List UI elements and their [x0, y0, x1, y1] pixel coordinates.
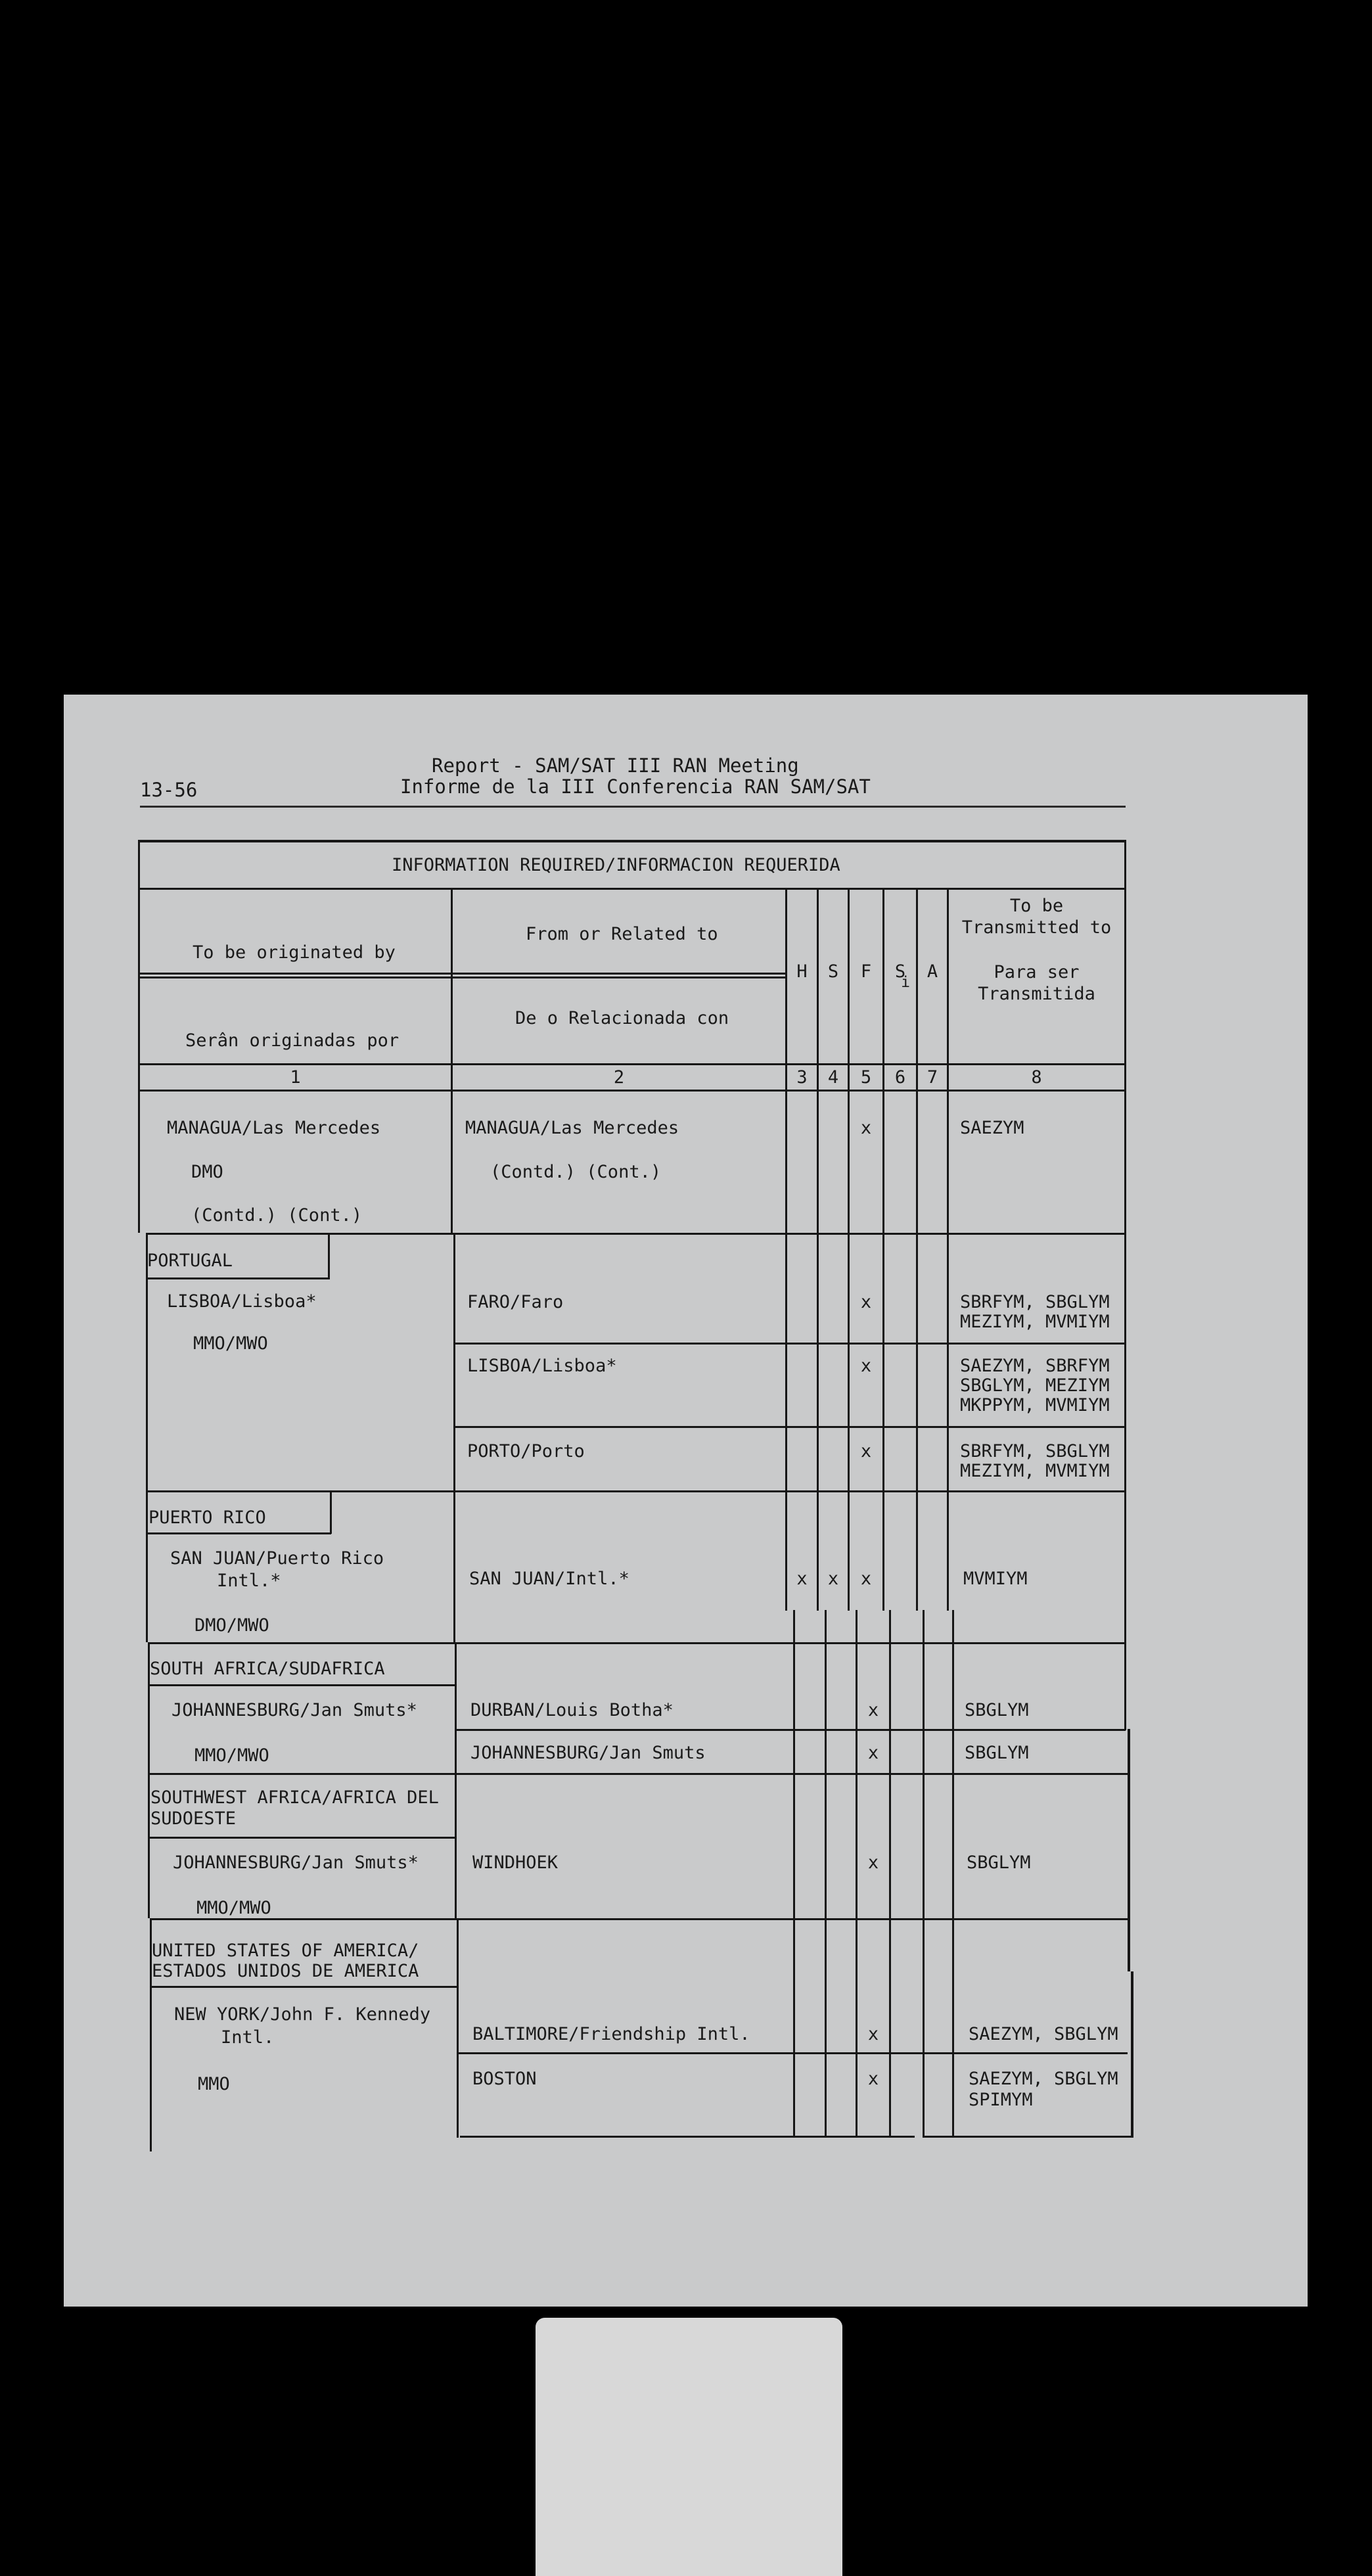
- transmitted-to: SBGLYM: [965, 1700, 1029, 1720]
- header-si-subscript: i: [901, 974, 910, 991]
- f-mark: x: [860, 1441, 872, 1461]
- related-station: SAN JUAN/Intl.*: [469, 1569, 629, 1589]
- related-station: BOSTON: [472, 2069, 537, 2089]
- page-title-english: Report - SAM/SAT III RAN Meeting: [432, 754, 799, 777]
- country-label-cont: ESTADOS UNIDOS DE AMERICA: [152, 1961, 419, 1981]
- table-title: INFORMATION REQUIRED/INFORMACION REQUERIDA: [392, 855, 840, 875]
- f-mark: x: [860, 1356, 872, 1376]
- header-a: A: [926, 961, 938, 982]
- header-col2-spanish: De o Relacionada con: [515, 1008, 729, 1028]
- transmitted-to: MEZIYM, MVMIYM: [960, 1312, 1110, 1332]
- header-col8-spanish-1: Para ser: [994, 962, 1080, 982]
- country-label: SOUTHWEST AFRICA/AFRICA DEL: [150, 1787, 439, 1808]
- header-f: F: [860, 961, 872, 982]
- origin-office: MMO: [198, 2074, 230, 2094]
- column-number: 7: [926, 1067, 938, 1088]
- f-mark: x: [860, 1118, 872, 1138]
- origin-station: LISBOA/Lisboa*: [167, 1291, 317, 1312]
- origin-station: NEW YORK/John F. Kennedy: [174, 2004, 431, 2025]
- f-mark: x: [860, 1569, 872, 1589]
- transmitted-to: SAEZYM, SBGLYM: [969, 2024, 1118, 2044]
- origin-office: MMO/MWO: [193, 1333, 268, 1354]
- related-station: WINDHOEK: [472, 1852, 559, 1873]
- origin-station: MANAGUA/Las Mercedes: [167, 1118, 381, 1138]
- country-label: UNITED STATES OF AMERICA/: [152, 1941, 419, 1961]
- origin-office: DMO/MWO: [194, 1615, 269, 1636]
- transmitted-to: SBGLYM: [967, 1852, 1031, 1873]
- header-s: S: [827, 961, 839, 982]
- header-col8-spanish-2: Transmitida: [978, 984, 1095, 1004]
- page-title-spanish: Informe de la III Conferencia RAN SAM/SAT: [400, 775, 871, 798]
- header-col1-english: To be originated by: [193, 942, 396, 963]
- column-number: 3: [796, 1067, 808, 1088]
- header-col1-spanish: Serân originadas por: [185, 1030, 400, 1051]
- country-label: PUERTO RICO: [149, 1507, 266, 1528]
- page-number: 13-56: [140, 779, 198, 801]
- origin-station: JOHANNESBURG/Jan Smuts*: [173, 1852, 419, 1873]
- origin-station-cont: Intl.: [221, 2027, 275, 2048]
- header-col8-english-1: To be: [1009, 896, 1064, 916]
- country-label: PORTUGAL: [147, 1251, 233, 1271]
- related-station: FARO/Faro: [467, 1292, 564, 1312]
- transmitted-to: SBGLYM, MEZIYM: [960, 1375, 1110, 1396]
- origin-station: SAN JUAN/Puerto Rico: [170, 1548, 384, 1569]
- transmitted-to: MVMIYM: [963, 1569, 1028, 1589]
- origin-office: DMO: [191, 1162, 223, 1182]
- blank-card: [536, 2318, 842, 2576]
- country-label-cont: SUDOESTE: [150, 1808, 237, 1829]
- transmitted-to: SAEZYM, SBRFYM: [960, 1356, 1110, 1376]
- f-mark: x: [867, 1743, 879, 1763]
- related-station: MANAGUA/Las Mercedes: [465, 1118, 679, 1138]
- column-number: 2: [613, 1067, 625, 1088]
- transmitted-to: SAEZYM: [960, 1118, 1024, 1138]
- origin-station-cont: Intl.*: [217, 1571, 281, 1591]
- transmitted-to: SPIMYM: [969, 2090, 1033, 2110]
- column-number: 1: [290, 1067, 301, 1088]
- related-contd: (Contd.) (Cont.): [490, 1162, 662, 1182]
- f-mark: x: [860, 1292, 872, 1312]
- related-station: PORTO/Porto: [467, 1441, 585, 1461]
- transmitted-to: SBRFYM, SBGLYM: [960, 1441, 1110, 1461]
- related-station: BALTIMORE/Friendship Intl.: [472, 2024, 750, 2044]
- f-mark: x: [867, 1852, 879, 1873]
- header-si: S: [894, 961, 906, 982]
- country-label: SOUTH AFRICA/SUDAFRICA: [150, 1659, 385, 1679]
- related-station: DURBAN/Louis Botha*: [470, 1700, 674, 1720]
- transmitted-to: MKPPYM, MVMIYM: [960, 1395, 1110, 1415]
- transmitted-to: MEZIYM, MVMIYM: [960, 1461, 1110, 1481]
- column-number: 5: [860, 1067, 872, 1088]
- header-rule: [140, 806, 1126, 808]
- origin-station: JOHANNESBURG/Jan Smuts*: [172, 1700, 417, 1720]
- transmitted-to: SBRFYM, SBGLYM: [960, 1292, 1110, 1312]
- header-col8-english-2: Transmitted to: [961, 917, 1112, 938]
- origin-contd: (Contd.) (Cont.): [191, 1205, 363, 1226]
- origin-office: MMO/MWO: [194, 1745, 269, 1766]
- header-col2-english: From or Related to: [526, 924, 718, 944]
- column-number: 8: [1031, 1067, 1042, 1088]
- h-mark: x: [796, 1569, 808, 1589]
- f-mark: x: [867, 2069, 879, 2089]
- header-h: H: [796, 961, 808, 982]
- column-number: 6: [894, 1067, 906, 1088]
- related-station: JOHANNESBURG/Jan Smuts: [470, 1743, 706, 1763]
- related-station: LISBOA/Lisboa*: [467, 1356, 617, 1376]
- transmitted-to: SBGLYM: [965, 1743, 1029, 1763]
- s-mark: x: [827, 1569, 839, 1589]
- f-mark: x: [867, 2024, 879, 2044]
- column-number: 4: [827, 1067, 839, 1088]
- origin-office: MMO/MWO: [196, 1898, 271, 1918]
- transmitted-to: SAEZYM, SBGLYM: [969, 2069, 1118, 2089]
- f-mark: x: [867, 1700, 879, 1720]
